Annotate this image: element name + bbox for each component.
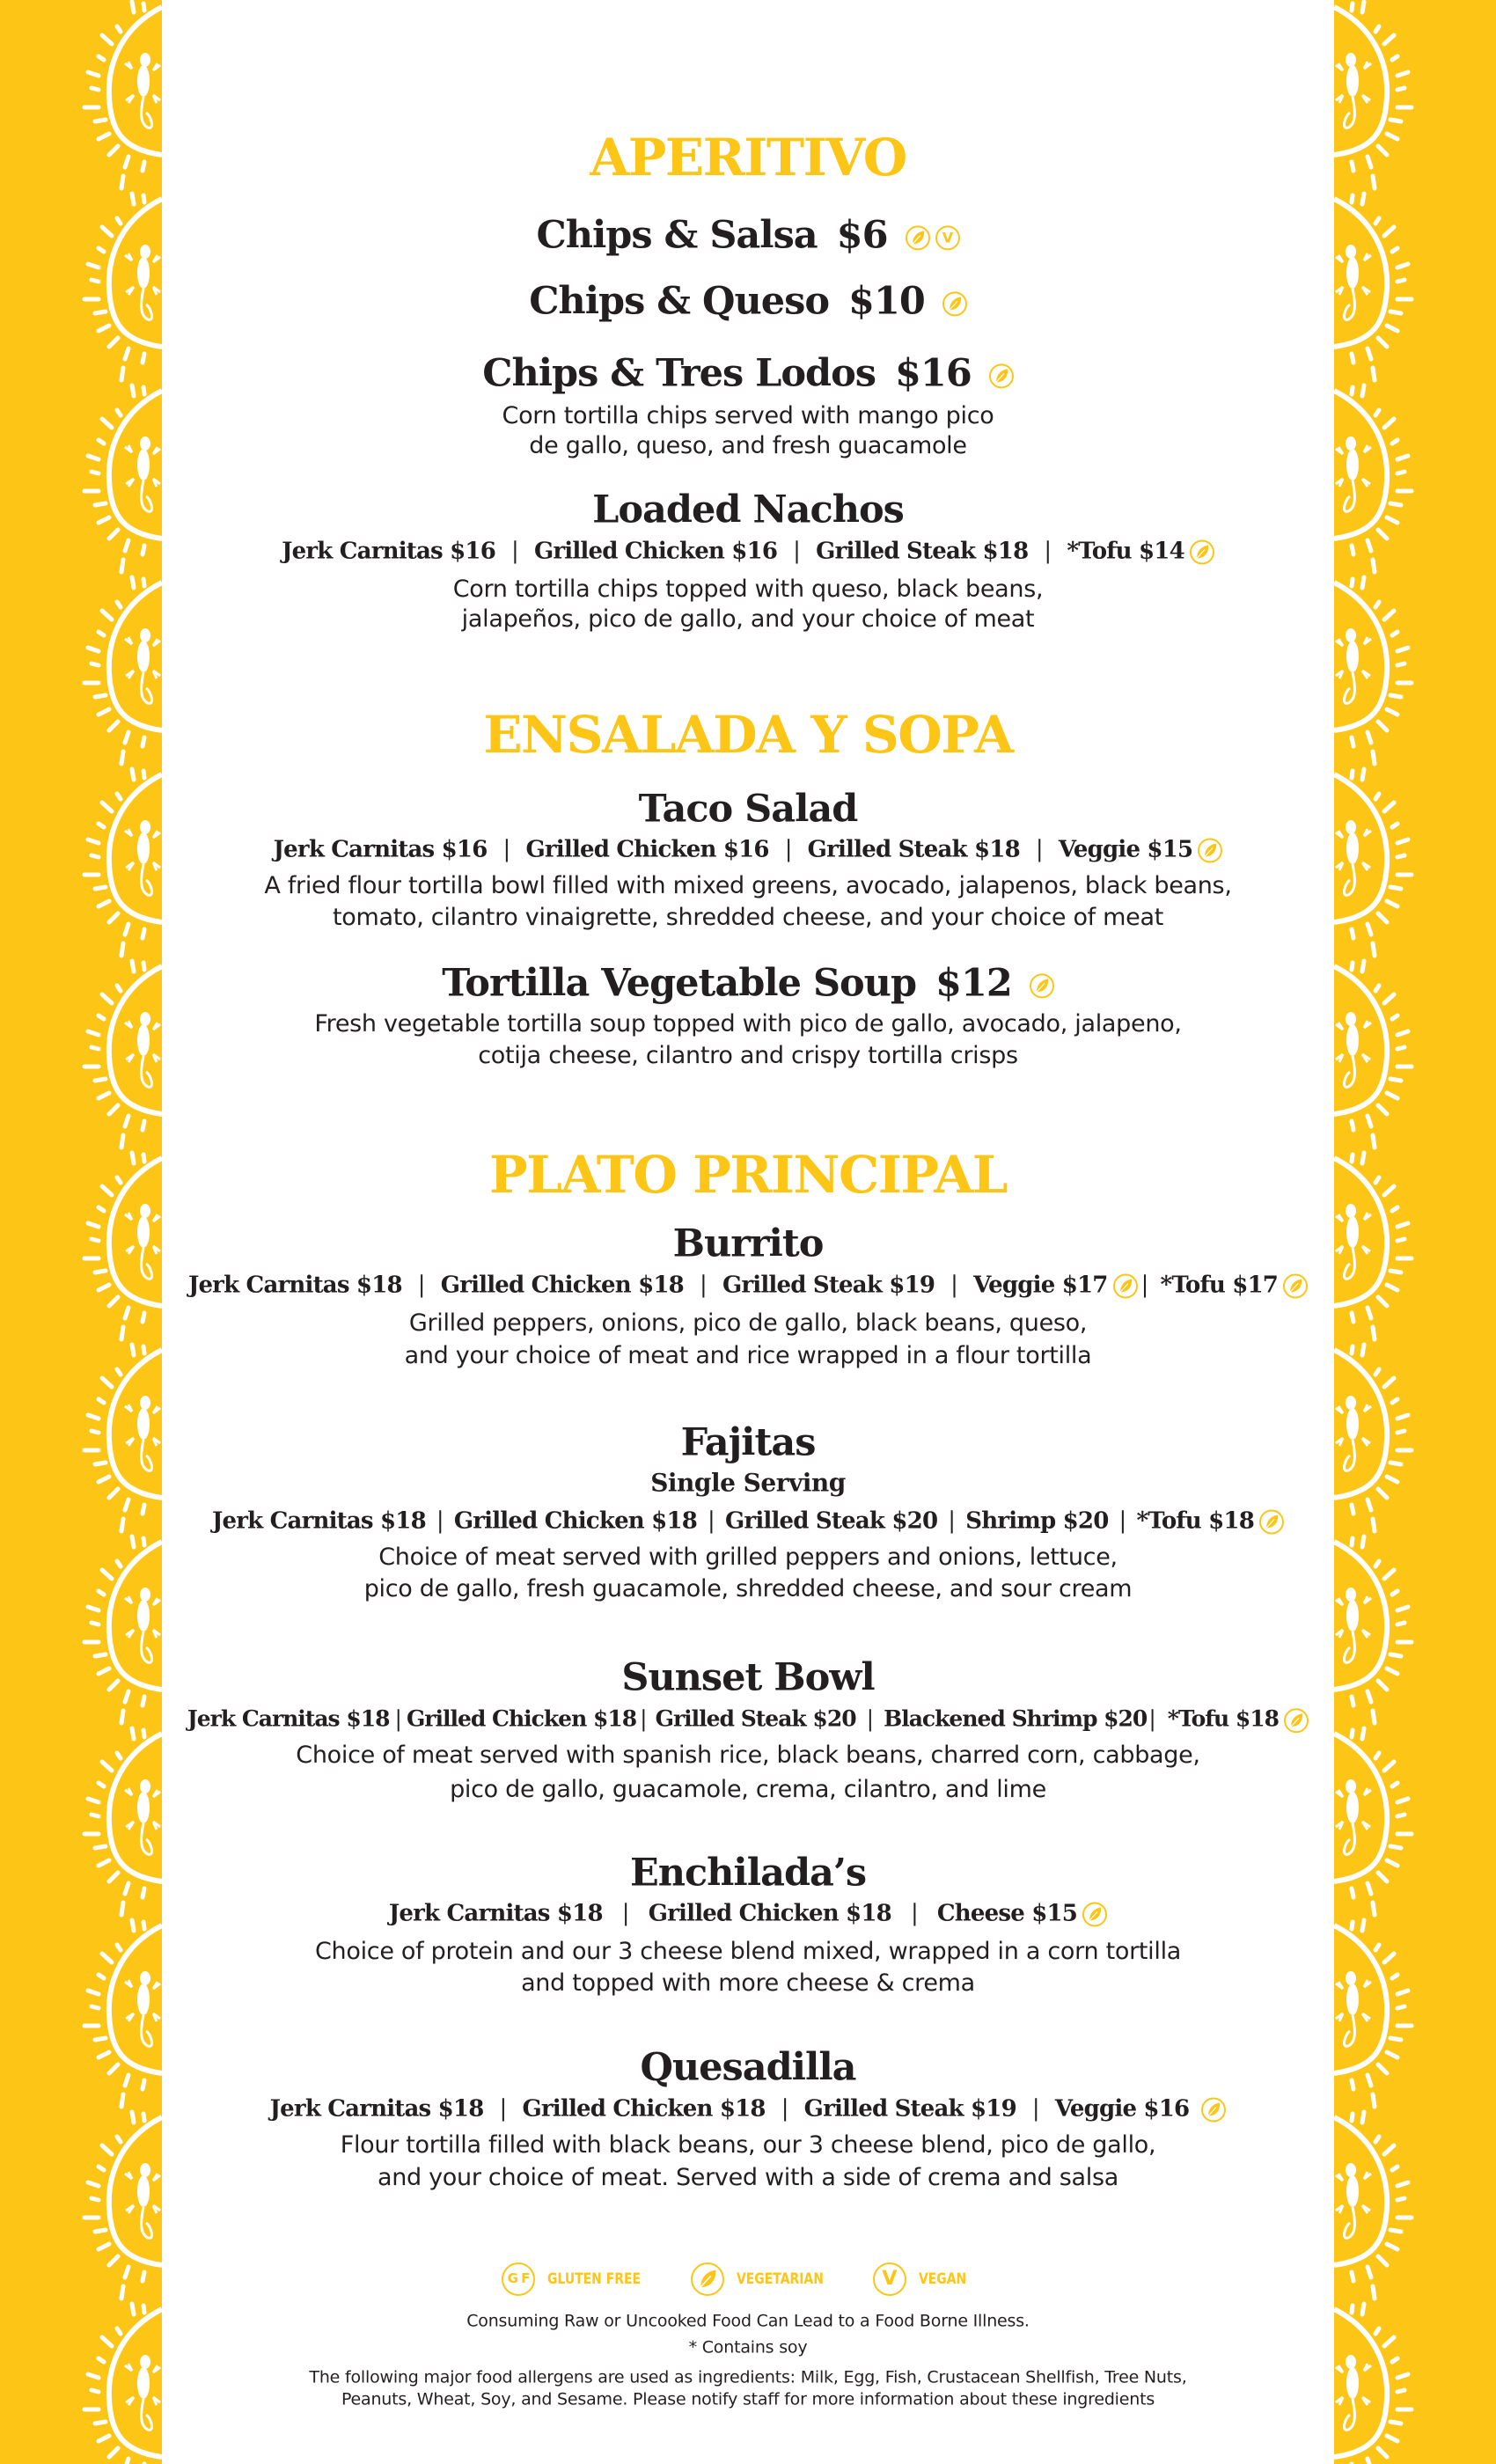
food-safety-warning: Consuming Raw or Uncooked Food Can Lead to a Food Borne Illness. [466, 2311, 1030, 2331]
item-description: Corn tortilla chips served with mango pico [502, 402, 994, 430]
item-description: A fried flour tortilla bowl filled with mixed greens, avocado, jalapenos, black beans, [264, 872, 1232, 900]
item-variants [162, 838, 1334, 863]
variant: Grilled Chicken $18 [440, 1272, 684, 1299]
vegetarian-leaf-icon [1198, 839, 1222, 863]
dietary-legend [162, 2262, 1334, 2296]
section-title-plato-principal: PLATO PRINCIPAL [488, 1145, 1008, 1206]
variant: Veggie $15 [1058, 836, 1193, 863]
separator: | [640, 1705, 647, 1732]
right-decorative-border [1334, 0, 1496, 2464]
variant: Shrimp $20 [965, 1507, 1109, 1535]
separator: | [1118, 1507, 1126, 1535]
separator: | [511, 538, 518, 565]
gecko-sun-pattern-icon [0, 0, 162, 2464]
variant: Grilled Chicken $16 [525, 836, 769, 863]
vegan-v-icon: V [935, 225, 960, 250]
separator: | [948, 1507, 956, 1535]
vegetarian-leaf-icon [1082, 1903, 1107, 1927]
vegetarian-leaf-icon [1190, 540, 1214, 565]
separator: | [1035, 836, 1043, 863]
variant: Jerk Carnitas $18 [269, 2095, 484, 2123]
item-description: pico de gallo, fresh guacamole, shredded cheese, and sour cream [363, 1575, 1133, 1603]
item-price: $6 [836, 213, 888, 258]
menu-item-chips-queso [162, 281, 1334, 322]
item-name: Tortilla Vegetable Soup [442, 961, 917, 1006]
variant: Grilled Chicken $18 [522, 2095, 766, 2123]
vegetarian-leaf-icon [942, 291, 967, 316]
separator: | [417, 1272, 425, 1299]
vegetarian-leaf-icon [1283, 1274, 1308, 1299]
separator: | [499, 2095, 507, 2123]
item-description: Grilled peppers, onions, pico de gallo, black beans, queso, [408, 1309, 1088, 1338]
soy-note: * Contains soy [688, 2337, 808, 2358]
separator: | [621, 1900, 629, 1927]
vegan-v-icon: V [873, 2262, 906, 2296]
item-variants [162, 1706, 1334, 1733]
item-description: tomato, cilantro vinaigrette, shredded cheese, and your choice of meat [332, 904, 1164, 932]
variant: *Tofu $18 [1167, 1705, 1280, 1732]
variant: Blackened Shrimp $20 [884, 1705, 1148, 1732]
variant: Grilled Steak $20 [655, 1705, 856, 1732]
item-description: Choice of meat served with grilled peppers and onions, lettuce, [378, 1544, 1118, 1572]
separator: | [866, 1705, 874, 1732]
variant: Grilled Chicken $16 [533, 538, 778, 565]
vegetarian-leaf-icon [1259, 1510, 1284, 1535]
separator: | [784, 836, 792, 863]
legend-label: VEGAN [918, 2270, 967, 2288]
menu-item-taco-salad: Taco Salad [638, 787, 858, 832]
menu-item-chips-tres-lodos [162, 353, 1334, 394]
variant: Jerk Carnitas $18 [212, 1507, 426, 1535]
variant: Grilled Steak $19 [803, 2095, 1016, 2123]
item-variants [162, 1273, 1334, 1299]
variant: Jerk Carnitas $18 [187, 1272, 402, 1299]
item-price: $12 [935, 961, 1012, 1006]
item-description: and your choice of meat and rice wrapped in a flour tortilla [404, 1342, 1092, 1370]
item-subtitle: Single Serving [650, 1468, 846, 1498]
separator: | [793, 538, 801, 565]
separator: | [1044, 538, 1052, 565]
item-price: $10 [848, 279, 925, 324]
variant: Veggie $17 [973, 1272, 1108, 1299]
item-description: Choice of protein and our 3 cheese blend mixed, wrapped in a corn tortilla [314, 1938, 1182, 1966]
item-name: Chips & Tres Lodos [482, 351, 876, 396]
item-description: Choice of meat served with spanish rice, black beans, charred corn, cabbage, [296, 1742, 1200, 1770]
menu-item-enchiladas: Enchilada’s [629, 1851, 867, 1896]
item-description: Fresh vegetable tortilla soup topped with pico de gallo, avocado, jalapeno, [314, 1010, 1182, 1038]
menu-item-quesadilla: Quesadilla [640, 2045, 856, 2090]
item-description: Corn tortilla chips topped with queso, black beans, [452, 576, 1044, 604]
item-description: pico de gallo, guacamole, crema, cilantro, and lime [450, 1776, 1046, 1804]
separator: | [502, 836, 510, 863]
variant: Grilled Chicken $18 [406, 1705, 637, 1732]
vegetarian-leaf-icon [1030, 973, 1054, 998]
vegetarian-leaf-icon [1113, 1274, 1138, 1299]
variant: Grilled Steak $19 [722, 1272, 935, 1299]
gluten-free-icon: G F [502, 2262, 535, 2296]
variant: *Tofu $17 [1160, 1272, 1279, 1299]
section-title-aperitivo: APERITIVO [590, 128, 906, 188]
variant: Grilled Chicken $18 [648, 1900, 891, 1927]
vegetarian-leaf-icon [1284, 1708, 1309, 1733]
section-title-ensalada-y-sopa: ENSALADA Y SOPA [483, 705, 1013, 766]
variant: Jerk Carnitas $18 [388, 1900, 603, 1927]
item-variants [162, 1509, 1334, 1535]
item-description: and your choice of meat. Served with a side of crema and salsa [377, 2164, 1119, 2192]
menu-item-loaded-nachos: Loaded Nachos [592, 488, 904, 532]
item-description: jalapeños, pico de gallo, and your choice of meat [461, 605, 1035, 634]
separator: | [781, 2095, 788, 2123]
separator: | [1148, 1705, 1155, 1732]
legend-label: GLUTEN FREE [547, 2270, 642, 2288]
variant: Cheese $15 [936, 1900, 1078, 1927]
separator: | [708, 1507, 715, 1535]
menu-item-tortilla-vegetable-soup [162, 963, 1334, 1004]
variant: Jerk Carnitas $18 [187, 1705, 390, 1732]
item-price: $16 [895, 351, 972, 396]
item-description: and topped with more cheese & crema [521, 1969, 975, 1998]
vegetarian-leaf-icon [691, 2262, 724, 2296]
variant: Grilled Steak $18 [807, 836, 1020, 863]
item-variants [162, 1902, 1334, 1927]
item-name: Chips & Queso [529, 279, 830, 324]
item-variants [162, 2097, 1334, 2123]
allergen-notice: Peanuts, Wheat, Soy, and Sesame. Please notify staff for more information about these ingredients [341, 2389, 1155, 2409]
variant: Grilled Steak $18 [816, 538, 1029, 565]
separator: | [1031, 2095, 1039, 2123]
menu-item-sunset-bowl: Sunset Bowl [621, 1655, 875, 1700]
variant: Jerk Carnitas $16 [282, 538, 495, 565]
variant: *Tofu $18 [1136, 1507, 1254, 1535]
menu-item-chips-salsa [162, 215, 1334, 256]
item-description: cotija cheese, cilantro and crispy tortilla crisps [478, 1042, 1018, 1070]
separator: | [950, 1272, 958, 1299]
variant: Veggie $16 [1054, 2095, 1190, 2123]
menu-item-fajitas: Fajitas [680, 1420, 816, 1465]
separator: | [910, 1900, 918, 1927]
separator: | [699, 1272, 707, 1299]
item-description: de gallo, queso, and fresh guacamole [529, 432, 967, 460]
legend-label: VEGETARIAN [737, 2270, 825, 2288]
menu-item-burrito: Burrito [672, 1221, 824, 1266]
item-description: Flour tortilla filled with black beans, our 3 cheese blend, pico de gallo, [340, 2131, 1156, 2160]
variant: Grilled Steak $20 [725, 1507, 938, 1535]
left-decorative-border [0, 0, 162, 2464]
vegetarian-leaf-icon [989, 363, 1014, 388]
allergen-notice: The following major food allergens are used as ingredients: Milk, Egg, Fish, Crustacean Shellfish, Tree Nuts, [309, 2367, 1187, 2387]
gecko-sun-pattern-icon [1334, 0, 1496, 2464]
separator: | [394, 1705, 401, 1732]
item-name: Chips & Salsa [536, 213, 818, 258]
vegetarian-leaf-icon [906, 225, 930, 250]
variant: *Tofu $14 [1067, 538, 1184, 565]
variant: Grilled Chicken $18 [453, 1507, 698, 1535]
separator: | [436, 1507, 444, 1535]
item-variants [162, 539, 1334, 565]
separator: | [1140, 1272, 1148, 1299]
vegetarian-leaf-icon [1201, 2098, 1226, 2123]
variant: Jerk Carnitas $16 [273, 836, 488, 863]
